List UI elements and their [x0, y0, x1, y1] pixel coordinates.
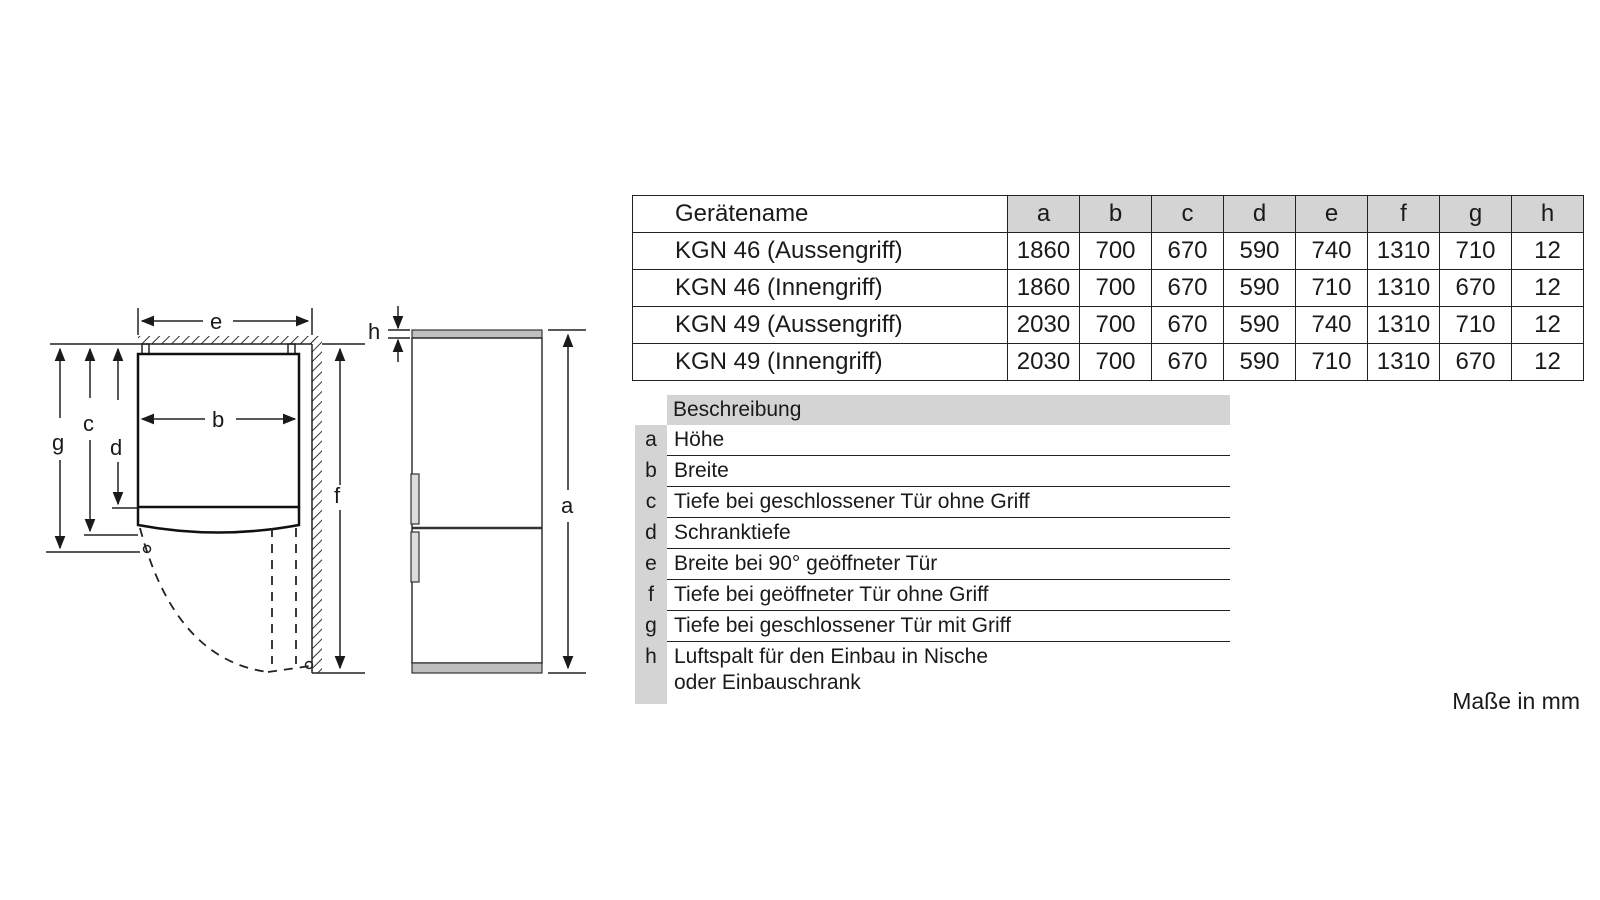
label-c: c — [83, 411, 94, 436]
table-cell: 1310 — [1368, 344, 1440, 381]
table-cell: 12 — [1512, 344, 1584, 381]
dimensions-table — [632, 195, 1584, 381]
table-cell: 700 — [1080, 270, 1152, 307]
column-header-a: a — [1008, 196, 1080, 233]
table-cell: 670 — [1152, 270, 1224, 307]
lower-handle-icon — [411, 532, 419, 582]
table-cell: 670 — [1152, 307, 1224, 344]
legend-item — [635, 456, 1230, 487]
table-cell: 700 — [1080, 307, 1152, 344]
legend-key: f — [635, 580, 667, 611]
table-cell: 710 — [1440, 233, 1512, 270]
column-header-g: g — [1440, 196, 1512, 233]
legend-text-line-2: oder Einbauschrank — [674, 671, 861, 694]
legend-item — [635, 642, 1230, 704]
appliance-body — [412, 338, 542, 663]
legend-item — [635, 549, 1230, 580]
rear-wall — [138, 336, 315, 344]
appliance-bottom-band — [412, 663, 542, 673]
legend-item — [635, 518, 1230, 549]
appliance-top-band — [412, 330, 542, 338]
table-cell: 12 — [1512, 270, 1584, 307]
legend-key: b — [635, 456, 667, 487]
label-e: e — [210, 309, 223, 334]
table-cell: 12 — [1512, 307, 1584, 344]
legend-text: Tiefe bei geschlossener Tür ohne Griff — [667, 487, 1230, 518]
label-a: a — [561, 493, 574, 518]
model-name-cell: KGN 49 (Innengriff) — [633, 344, 1008, 381]
table-cell: 740 — [1296, 307, 1368, 344]
table-cell: 590 — [1224, 344, 1296, 381]
table-row — [633, 233, 1584, 270]
legend-key: h — [635, 642, 667, 704]
legend-item — [635, 425, 1230, 456]
table-row — [633, 307, 1584, 344]
table-cell: 1860 — [1008, 270, 1080, 307]
table-cell: 710 — [1440, 307, 1512, 344]
table-cell: 710 — [1296, 344, 1368, 381]
table-cell: 670 — [1440, 344, 1512, 381]
table-cell: 670 — [1440, 270, 1512, 307]
legend-text: Breite — [667, 456, 1230, 487]
table-cell: 1310 — [1368, 233, 1440, 270]
legend-key: a — [635, 425, 667, 456]
legend-text — [667, 642, 1230, 704]
column-header-h: h — [1512, 196, 1584, 233]
table-cell: 740 — [1296, 233, 1368, 270]
table-cell: 590 — [1224, 233, 1296, 270]
label-g: g — [52, 430, 65, 455]
label-d: d — [110, 435, 123, 460]
legend-text-line-1: Luftspalt für den Einbau in Nische — [674, 645, 989, 668]
table-row — [633, 344, 1584, 381]
upper-handle-icon — [411, 474, 419, 524]
label-h: h — [368, 319, 381, 344]
door-swing-arc — [140, 528, 268, 672]
model-name-cell: KGN 46 (Innengriff) — [633, 270, 1008, 307]
legend-item — [635, 580, 1230, 611]
table-cell: 700 — [1080, 344, 1152, 381]
table-cell: 710 — [1296, 270, 1368, 307]
table-cell: 2030 — [1008, 307, 1080, 344]
table-cell: 12 — [1512, 233, 1584, 270]
table-cell: 670 — [1152, 344, 1224, 381]
side-wall — [312, 336, 322, 673]
legend-header: Beschreibung — [667, 395, 1230, 425]
dimension-diagram — [0, 0, 600, 900]
legend-text: Tiefe bei geschlossener Tür mit Griff — [667, 611, 1230, 642]
table-header-row — [633, 196, 1584, 233]
table-cell: 1310 — [1368, 270, 1440, 307]
column-header-d: d — [1224, 196, 1296, 233]
legend-key: g — [635, 611, 667, 642]
column-header-c: c — [1152, 196, 1224, 233]
legend-key: d — [635, 518, 667, 549]
column-header-f: f — [1368, 196, 1440, 233]
table-cell: 700 — [1080, 233, 1152, 270]
closed-door — [138, 507, 299, 533]
description-legend — [635, 395, 1230, 704]
model-name-cell: KGN 46 (Aussengriff) — [633, 233, 1008, 270]
legend-item — [635, 611, 1230, 642]
column-header-e: e — [1296, 196, 1368, 233]
column-header-name: Gerätename — [633, 196, 1008, 233]
table-cell: 590 — [1224, 307, 1296, 344]
legend-text: Höhe — [667, 425, 1230, 456]
table-cell: 670 — [1152, 233, 1224, 270]
column-header-b: b — [1080, 196, 1152, 233]
table-cell: 1860 — [1008, 233, 1080, 270]
label-f: f — [334, 483, 341, 508]
table-cell: 590 — [1224, 270, 1296, 307]
legend-item — [635, 487, 1230, 518]
table-cell: 1310 — [1368, 307, 1440, 344]
table-cell: 2030 — [1008, 344, 1080, 381]
unit-note: Maße in mm — [1452, 688, 1580, 714]
model-name-cell: KGN 49 (Aussengriff) — [633, 307, 1008, 344]
legend-text: Breite bei 90° geöffneter Tür — [667, 549, 1230, 580]
legend-key: e — [635, 549, 667, 580]
label-b: b — [212, 407, 225, 432]
legend-key: c — [635, 487, 667, 518]
legend-text: Tiefe bei geöffneter Tür ohne Griff — [667, 580, 1230, 611]
table-row — [633, 270, 1584, 307]
top-view — [46, 308, 365, 673]
legend-text: Schranktiefe — [667, 518, 1230, 549]
front-view — [368, 306, 586, 673]
